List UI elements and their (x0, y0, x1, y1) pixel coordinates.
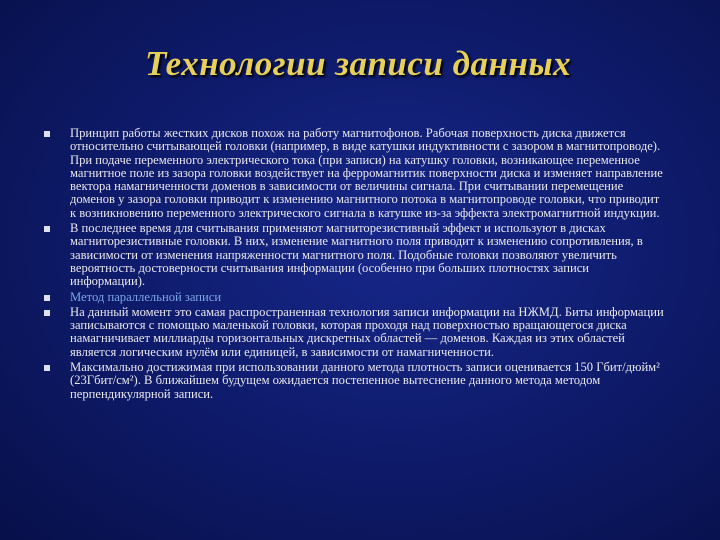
square-bullet-icon (44, 295, 50, 301)
square-bullet-icon (44, 226, 50, 232)
bullet-item (44, 361, 666, 401)
bullet-item (44, 306, 666, 359)
bullet-text: Максимально достижимая при использовании данного метода плотность записи оценивается 150 Гбит/дюйм² (23Гбит/см²). В ближайшем будущем ожидается постепенное вытеснение данного метода методом перпендикулярной записи. (70, 360, 660, 401)
square-bullet-icon (44, 310, 50, 316)
bullet-text: Принцип работы жестких дисков похож на работу магнитофонов. Рабочая поверхность диска движется относительно считывающей головки (например, в виде катушки индуктивности с зазором в магнитопроводе). При подаче переменного электрического тока (при записи) на катушку головки, возникающее переменное магнитное поле из зазора головки воздействует на ферромагнитик поверхности диска и изменяет направление вектора намагниченности доменов в зависимости от величины сигнала. При считывании перемещение доменов у зазора головки приводит к изменению магнитного потока в магнитопроводе головки, что приводит к возникновению переменного электрического сигнала в катушке из-за эффекта электромагнитной индукции. (70, 126, 663, 220)
bullet-list (44, 127, 666, 403)
bullet-text: На данный момент это самая распространенная технология записи информации на НЖМД. Биты информации записываются с помощью маленькой головки, которая проходя над поверхностью вращающегося диска намагничивает миллиарды горизонтальных дискретных областей — доменов. Каждая из этих областей является логическим нулём или единицей, в зависимости от намагниченности. (70, 304, 664, 359)
bullet-item-heading (44, 291, 666, 304)
bullet-item (44, 222, 666, 288)
square-bullet-icon (44, 131, 50, 137)
bullet-text: В последнее время для считывания применяют магниторезистивный эффект и используют в дисках магниторезистивные головки. В них, изменение магнитного поля приводит к изменению сопротивления, в зависимости от изменения напряженности магнитного поля. Подобные головки позволяют увеличить вероятность достоверности считывания информации (особенно при больших плотностях записи информации). (70, 221, 643, 289)
bullet-item (44, 127, 666, 220)
square-bullet-icon (44, 365, 50, 371)
slide-title: Технологии записи данных (145, 44, 572, 83)
bullet-text: Метод параллельной записи (70, 289, 222, 304)
